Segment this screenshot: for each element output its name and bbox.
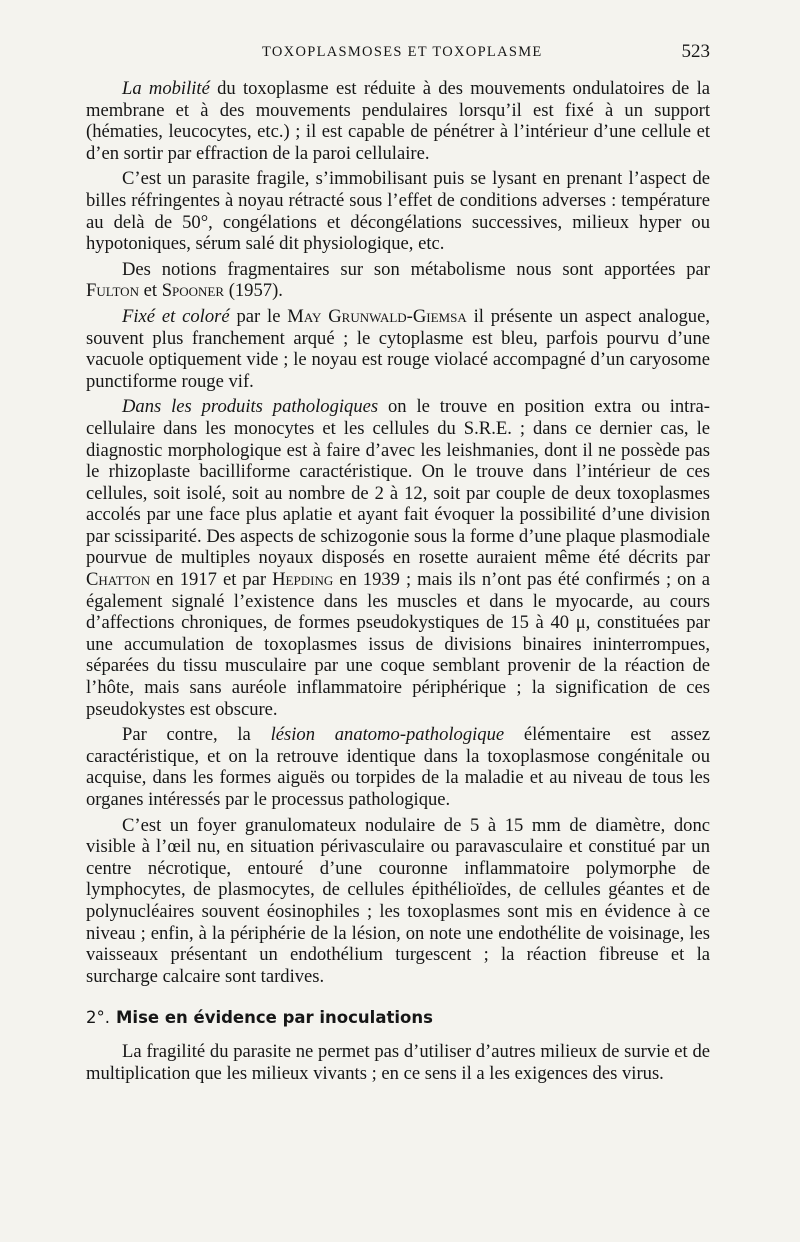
section-title: Mise en évidence par inoculations bbox=[116, 1008, 433, 1028]
lead-phrase: Dans les produits pathologiques bbox=[122, 396, 379, 418]
body-text bbox=[86, 78, 710, 1088]
section-heading bbox=[86, 1007, 710, 1029]
lead-phrase: Fixé et coloré bbox=[122, 305, 230, 327]
paragraph-lesion bbox=[86, 724, 710, 810]
stain-name: May Grunwald-Giemsa bbox=[287, 305, 467, 327]
paragraph-fragility bbox=[86, 168, 710, 254]
paragraph-text: élémentaire est assez caractéristique, et on la retrouve identique dans la toxoplasmose congénitale ou acquise, dans les formes aiguës ou torpides de la maladie et au niveau de tous les organes intéressés par le processus pathologique. bbox=[86, 724, 710, 810]
lead-phrase: La mobilité bbox=[122, 78, 210, 99]
paragraph-metabolism bbox=[86, 259, 710, 302]
paragraph-text: il présente un aspect analogue, souvent plus franchement arqué ; le cytoplasme est bleu, parfois pourvu d’une vacuole optiquement vide ; le noyau est rouge violacé accompagné d’un caryosome punctiforme rouge vif. bbox=[86, 305, 710, 392]
author-name: Chatton bbox=[86, 569, 151, 591]
section-number: 2°. bbox=[86, 1008, 110, 1028]
paragraph-granuloma bbox=[86, 815, 710, 988]
paragraph-pathological-products bbox=[86, 396, 710, 720]
paragraph-text: Des notions fragmentaires sur son métabolisme nous sont apportées par bbox=[122, 258, 710, 280]
paragraph-text: et bbox=[138, 280, 162, 302]
paragraph-text: du toxoplasme est réduite à des mouvements ondulatoires de la membrane et à des mouvements pendulaires lorsqu’il est fixé à un support (hématies, leucocytes, etc.) ; il est capable de pénétrer à l’intérieur d’une cellule et d’en sortir par effraction de la paroi cellulaire. bbox=[86, 78, 710, 164]
author-name: Fulton bbox=[86, 280, 139, 302]
emphasis: lésion anatomo-pathologique bbox=[270, 724, 505, 746]
paragraph-text: C’est un parasite fragile, s’immobilisant puis se lysant en prenant l’aspect de billes réfringentes à noyau rétracté sous l’effet de conditions adverses : température au delà de 50°, congélations et décongélations successives, milieux hyper ou hypotoniques, sérum salé dit physiologique, etc. bbox=[86, 168, 710, 255]
running-title: TOXOPLASMOSES ET TOXOPLASME bbox=[262, 44, 543, 60]
paragraph-text: C’est un foyer granulomateux nodulaire de 5 à 15 mm de diamètre, donc visible à l’œil nu, en situation périvasculaire ou paravasculaire et constitué par un centre nécrotique, entouré d’une couronne inflammatoire polymorphe de lymphocytes, de plasmocytes, de cellules épithélioïdes, de cellules géantes et de polynucléaires souvent éosinophiles ; les toxoplasmes sont mis en évidence à ce niveau ; enfin, à la périphérie de la lésion, on note une endothélite de voisinage, les vaisseaux présentant un endothélium turgescent ; la réaction fibreuse et la surcharge calcaire sont tardives. bbox=[86, 814, 710, 987]
paragraph-text: La fragilité du parasite ne permet pas d’utiliser d’autres milieux de survie et de multiplication que les milieux vivants ; en ce sens il a les exigences des virus. bbox=[86, 1040, 710, 1084]
paragraph-text: en 1939 ; mais ils n’ont pas été confirmés ; on a également signalé l’existence dans les muscles et dans le myocarde, au cours d’affections chroniques, de formes pseudokystiques de 15 à 40 μ, constituées par une accumulation de toxoplasmes issus de divisions binaires ininterrompues, séparées du tissu musculaire par une coque semblant provenir de la réaction de l’hôte, mais sans auréole inflammatoire périphérique ; la signification de ces pseudokystes est obscure. bbox=[86, 569, 710, 720]
paragraph-final bbox=[86, 1041, 710, 1084]
paragraph-text: en 1917 et par bbox=[150, 569, 273, 591]
paragraph-text: (1957). bbox=[224, 280, 283, 302]
paragraph-mobility bbox=[86, 78, 710, 164]
paragraph-text: Par contre, la bbox=[122, 724, 271, 746]
paragraph-text: on le trouve en position extra ou intra-cellulaire dans les monocytes et les cellules du S.R.E. ; dans ce dernier cas, le diagnostic morphologique est à faire d’avec les leishmanies, dont il ne possède pas le rhizoplaste bacilliforme caractéristique. On le trouve dans l’intérieur de ces cellules, soit isolé, soit au nombre de 2 à 12, soit par couple de deux toxoplasmes accolés par une face plus aplatie et ayant fait évoquer la possibilité d’une division par scissiparité. Des aspects de schizogonie sous la forme d’une plaque plasmodiale pourvue de multiples noyaux disposés en rosette auraient même été décrits par bbox=[86, 396, 710, 569]
page-header bbox=[262, 41, 710, 64]
paragraph-text: par le bbox=[229, 305, 288, 327]
author-name: Hepding bbox=[272, 569, 334, 591]
page-number: 523 bbox=[681, 41, 710, 62]
author-name: Spooner bbox=[161, 280, 225, 302]
paragraph-stained bbox=[86, 306, 710, 392]
